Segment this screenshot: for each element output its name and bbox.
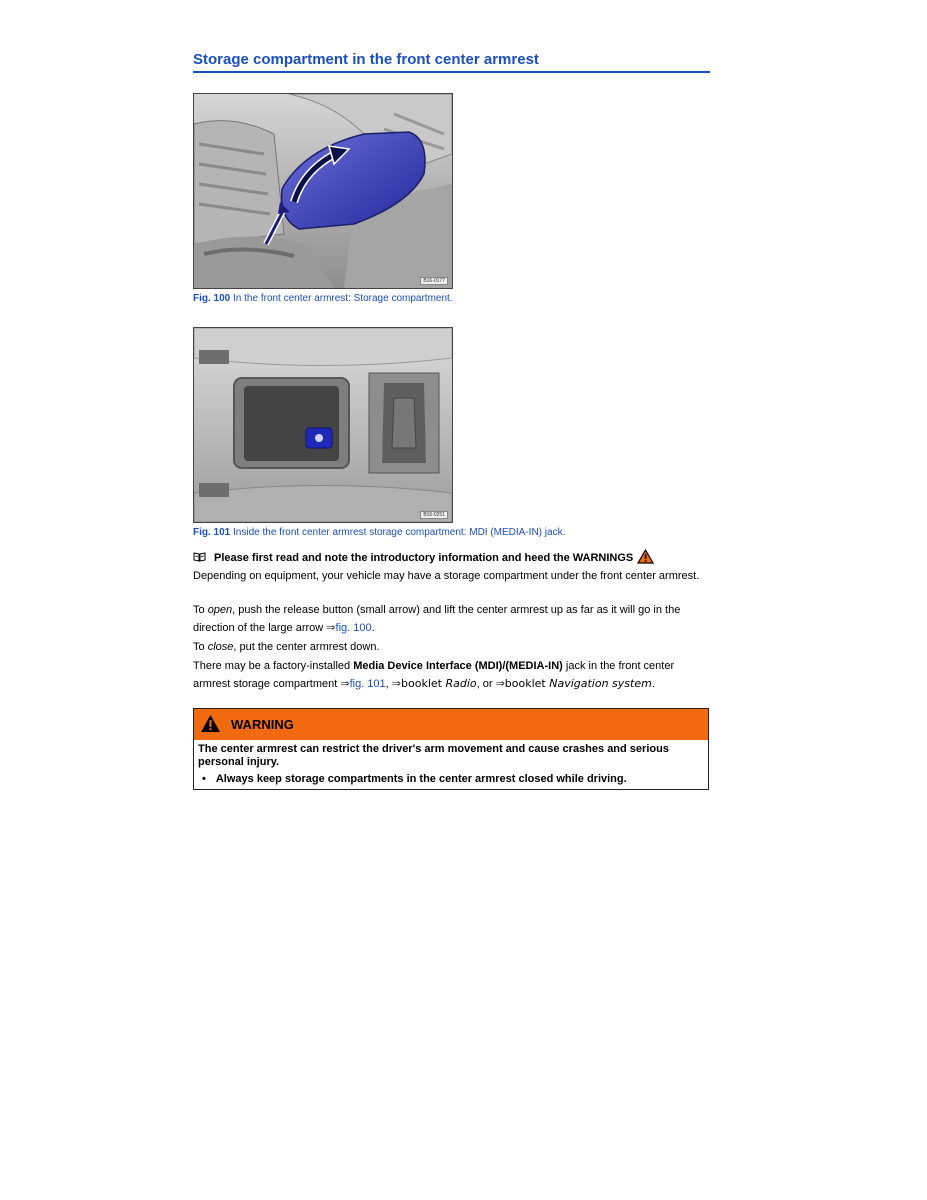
intro-note	[193, 549, 654, 567]
figure-caption-text: Inside the front center armrest storage compartment: MDI (MEDIA-IN) jack.	[233, 527, 566, 538]
intro-note-text: Please first read and note the introductory information and heed the WARNINGS	[214, 552, 634, 564]
warning-title: WARNING	[231, 717, 294, 732]
text: , put the center armrest down.	[233, 641, 380, 653]
text: , or	[476, 678, 496, 690]
warning-bullet-text: Always keep storage compartments in the center armrest closed while driving.	[215, 773, 627, 785]
figure-code: B16-0251	[420, 511, 448, 519]
text: .	[651, 678, 655, 690]
warning-header	[194, 709, 708, 740]
bullet-icon: •	[202, 773, 206, 785]
fig-100-link[interactable]: fig. 100	[335, 622, 372, 634]
figure-armrest-open	[193, 327, 453, 523]
booklet-ref: booklet	[504, 677, 550, 690]
ref-arrow: ⇒	[495, 678, 505, 690]
figure-label: Fig. 101	[193, 527, 231, 538]
text: To	[193, 604, 208, 616]
section-heading: Storage compartment in the front center armrest	[193, 51, 710, 73]
figure-caption	[193, 527, 565, 538]
booklet-title: Navigation system	[549, 677, 652, 690]
text: , push the release button (small arrow) and lift the center armrest up as far as it will go in the direction of the large arrow	[193, 604, 681, 634]
figure-caption-text: In the front center armrest: Storage compartment.	[233, 293, 453, 304]
paragraph-close	[193, 638, 708, 656]
warning-bullet	[198, 773, 704, 786]
book-icon	[193, 552, 206, 565]
warning-box	[193, 708, 709, 790]
paragraph-equipment: Depending on equipment, your vehicle may have a storage compartment under the front center armrest.	[193, 570, 700, 582]
paragraph-open	[193, 601, 708, 637]
emphasis: open	[207, 604, 233, 616]
text: .	[371, 622, 375, 634]
emphasis: close	[207, 641, 234, 653]
text: There may be a factory-installed	[193, 660, 354, 672]
ref-arrow: ⇒	[391, 678, 401, 690]
figure-armrest-closed	[193, 93, 453, 289]
text: ,	[385, 678, 392, 690]
warning-triangle-icon	[200, 714, 221, 736]
figure-caption	[193, 293, 453, 304]
text: To	[193, 641, 208, 653]
warning-triangle-icon	[637, 549, 654, 567]
booklet-title: Radio	[445, 677, 477, 690]
bold-term: Media Device Interface (MDI)/(MEDIA-IN)	[353, 660, 563, 672]
paragraph-mdi	[193, 657, 708, 693]
booklet-ref: booklet	[401, 677, 446, 690]
text: jack in the front center armrest storage compartment	[193, 660, 675, 690]
warning-body	[194, 740, 708, 789]
ref-arrow: ⇒	[340, 678, 350, 690]
figure-code: B16-0177	[420, 277, 448, 285]
fig-101-link[interactable]: fig. 101	[349, 678, 386, 690]
warning-text: The center armrest can restrict the driver's arm movement and cause crashes and serious personal injury.	[198, 743, 669, 768]
ref-arrow: ⇒	[326, 622, 336, 634]
figure-label: Fig. 100	[193, 293, 231, 304]
